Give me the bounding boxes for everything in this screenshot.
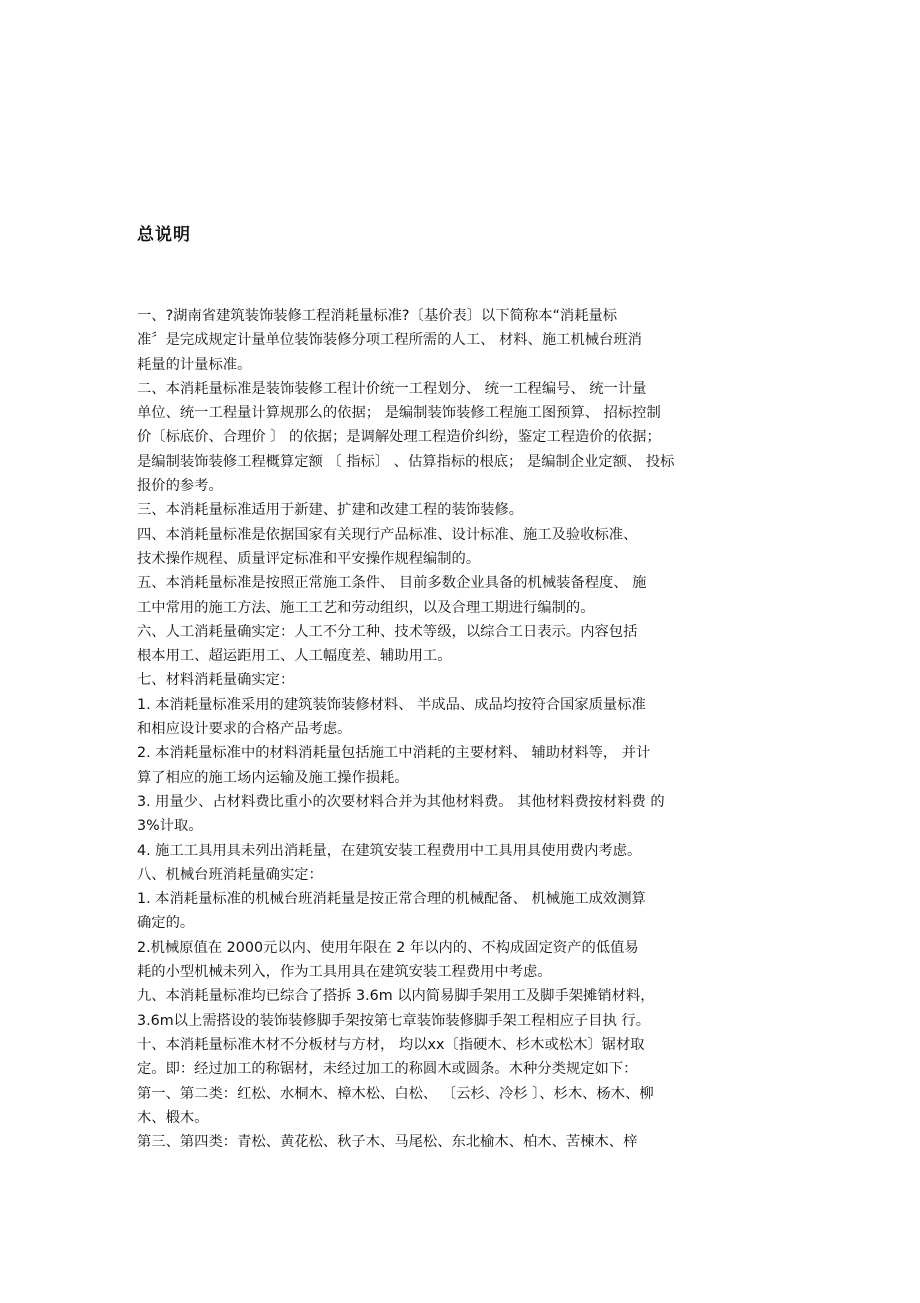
body-line: 三、本消耗量标准适用于新建、扩建和改建工程的装饰装修。 — [137, 502, 524, 519]
body-line: 一、?湖南省建筑装饰装修工程消耗量标准?〔基价表〕以下简称本“消耗量标 — [137, 308, 618, 324]
body-line: 1. 本消耗量标准采用的建筑装饰装修材料、 半成品、成品均按符合国家质量标准 — [137, 696, 646, 713]
body-line: 技术操作规程、质量评定标准和平安操作规程编制的。 — [137, 550, 481, 567]
body-line: 六、人工消耗量确实定：人工不分工种、技术等级，以综合工日表示。内容包括 — [137, 623, 638, 640]
body-line: 耗量的计量标准。 — [137, 356, 252, 373]
body-line: 2. 本消耗量标准中的材料消耗量包括施工中消耗的主要材料、 辅助材料等， 并计 — [137, 745, 651, 762]
body-line: 第三、第四类：青松、黄花松、秋子木、马尾松、东北榆木、柏木、苦楝木、梓 — [137, 1134, 638, 1151]
body-line: 五、本消耗量标准是按照正常施工条件、 目前多数企业具备的机械装备程度、 施 — [137, 575, 647, 592]
body-line: 3. 用量少、占材料费比重小的次要材料合并为其他材料费。 其他材料费按材料费 的 — [137, 793, 665, 810]
body-line: 报价的参考。 — [137, 478, 223, 495]
body-line: 是编制装饰装修工程概算定额 〔 指标〕 、估算指标的根底； 是编制企业定额、 投标 — [137, 453, 675, 470]
document-body — [137, 304, 827, 1154]
body-line: 四、本消耗量标准是依据国家有关现行产品标准、设计标准、施工及验收标准、 — [137, 526, 638, 543]
body-line: 准〞是完成规定计量单位装饰装修分项工程所需的人工、 材料、施工机械台班消 — [137, 332, 642, 349]
body-line: 七、材料消耗量确实定： — [137, 672, 295, 689]
body-line: 工中常用的施工方法、施工工艺和劳动组织，以及合理工期进行编制的。 — [137, 599, 595, 616]
body-line: 算了相应的施工场内运输及施工操作损耗。 — [137, 769, 409, 786]
body-line: 耗的小型机械未列入，作为工具用具在建筑安装工程费用中考虑。 — [137, 964, 552, 981]
body-line: 价〔标底价、合理价 〕 的依据；是调解处理工程造价纠纷，鉴定工程造价的依据； — [137, 429, 661, 446]
body-line: 单位、统一工程量计算规那么的依据； 是编制装饰装修工程施工图预算、 招标控制 — [137, 405, 661, 422]
body-line: 八、机械台班消耗量确实定： — [137, 866, 323, 883]
body-line: 3%计取。 — [137, 818, 203, 835]
body-line: 十、本消耗量标准木材不分板材与方材， 均以xx〔指硬木、杉木或松木〕锯材取 — [137, 1036, 645, 1053]
body-line: 第一、第二类：红松、水桐木、樟木松、白松、 〔云杉、冷杉 〕、杉木、杨木、柳 — [137, 1085, 654, 1102]
body-line: 2.机械原值在 2000元以内、使用年限在 2 年以内的、不构成固定资产的低值易 — [137, 939, 639, 956]
body-line: 确定的。 — [137, 915, 195, 932]
body-line: 根本用工、超运距用工、人工幅度差、辅助用工。 — [137, 648, 452, 665]
body-line: 和相应设计要求的合格产品考虑。 — [137, 721, 352, 738]
body-line: 4. 施工工具用具未列出消耗量，在建筑安装工程费用中工具用具使用费内考虑。 — [137, 842, 642, 859]
page-title: 总说明 — [137, 225, 191, 245]
body-line: 二、本消耗量标准是装饰装修工程计价统一工程划分、 统一工程编号、 统一计量 — [137, 380, 647, 397]
body-line: 九、本消耗量标准均已综合了搭拆 3.6m 以内简易脚手架用工及脚手架摊销材料， — [137, 988, 655, 1005]
body-line: 木、椴木。 — [137, 1109, 209, 1126]
body-line: 3.6m以上需搭设的装饰装修脚手架按第七章装饰装修脚手架工程相应子目执 行。 — [137, 1012, 651, 1029]
body-line: 1. 本消耗量标准的机械台班消耗量是按正常合理的机械配备、 机械施工成效测算 — [137, 891, 646, 908]
body-line: 定。即：经过加工的称锯材，未经过加工的称圆木或圆条。木种分类规定如下： — [137, 1061, 638, 1078]
